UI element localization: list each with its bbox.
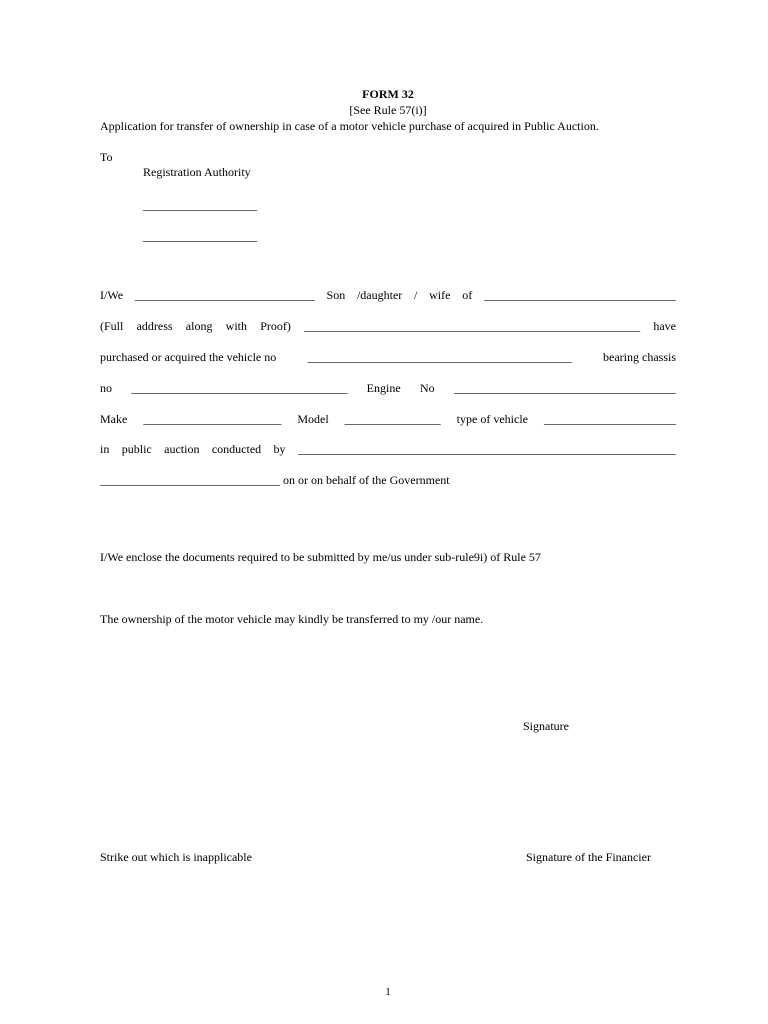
address-row [100,319,676,333]
engine-no-label: No [419,381,435,395]
authority-blank-line-2: ___________________ [143,229,257,243]
auction-conductor-blank: _______________________________________________________________ [297,442,676,456]
chassis-number-blank: ____________________________________ [131,381,348,395]
vehicle-number-label: purchased or acquired the vehicle no [100,350,277,364]
make-blank: _______________________ [143,412,282,426]
relation-word-son: Son [326,288,346,302]
address-word-along: along [185,319,213,333]
form-title: FORM 32 [362,87,414,101]
model-label: Model [297,412,329,426]
auction-word-by: by [273,442,286,456]
chassis-engine-row [100,381,676,395]
applicant-name-row [100,288,676,302]
to-label: To [100,150,113,164]
financier-signature-label: Signature of the Financier [526,850,651,864]
relation-word-of: of [462,288,473,302]
parent-name-blank: ________________________________ [483,288,676,302]
model-blank: ________________ [344,412,441,426]
bearing-chassis-label: bearing chassis [603,350,676,364]
address-word-full: (Full [100,319,124,333]
auction-word-auction: auction [164,442,200,456]
government-blank: ______________________________ [100,473,280,487]
address-word-address: address [136,319,173,333]
address-word-proof: Proof) [260,319,291,333]
relation-separator: / [414,288,418,302]
government-row [100,473,450,487]
authority-blank-line-1: ___________________ [143,198,257,212]
vehicle-number-blank: ____________________________________________ [307,350,572,364]
auction-row [100,442,676,456]
iwe-label: I/We [100,288,124,302]
make-model-row [100,412,676,426]
transfer-request-statement: The ownership of the motor vehicle may kindly be transferred to my /our name. [100,612,484,626]
relation-word-daughter: /daughter [356,288,403,302]
address-word-with: with [225,319,248,333]
signature-label: Signature [523,719,569,733]
auction-word-public: public [121,442,152,456]
chassis-no-label: no [100,381,112,395]
address-blank: ________________________________________________________ [304,319,641,333]
rule-reference: [See Rule 57(i)] [349,103,427,117]
address-word-have: have [653,319,676,333]
strike-out-note: Strike out which is inapplicable [100,850,252,864]
applicant-name-blank: ______________________________ [134,288,315,302]
vehicle-type-blank: ______________________ [543,412,676,426]
form-subject: Application for transfer of ownership in case of a motor vehicle purchase of acquired in Public Auction. [100,119,599,133]
page-number: 1 [385,986,391,998]
relation-word-wife: wife [429,288,451,302]
engine-number-blank: _____________________________________ [453,381,676,395]
vehicle-type-label: type of vehicle [456,412,528,426]
government-text: on or on behalf of the Government [283,473,450,487]
vehicle-number-row [100,350,676,364]
registration-authority: Registration Authority [143,165,251,179]
auction-word-in: in [100,442,110,456]
auction-word-conducted: conducted [211,442,262,456]
engine-label: Engine [366,381,401,395]
make-label: Make [100,412,128,426]
enclose-documents-statement: I/We enclose the documents required to be submitted by me/us under sub-rule9i) of Rule 57 [100,550,541,564]
